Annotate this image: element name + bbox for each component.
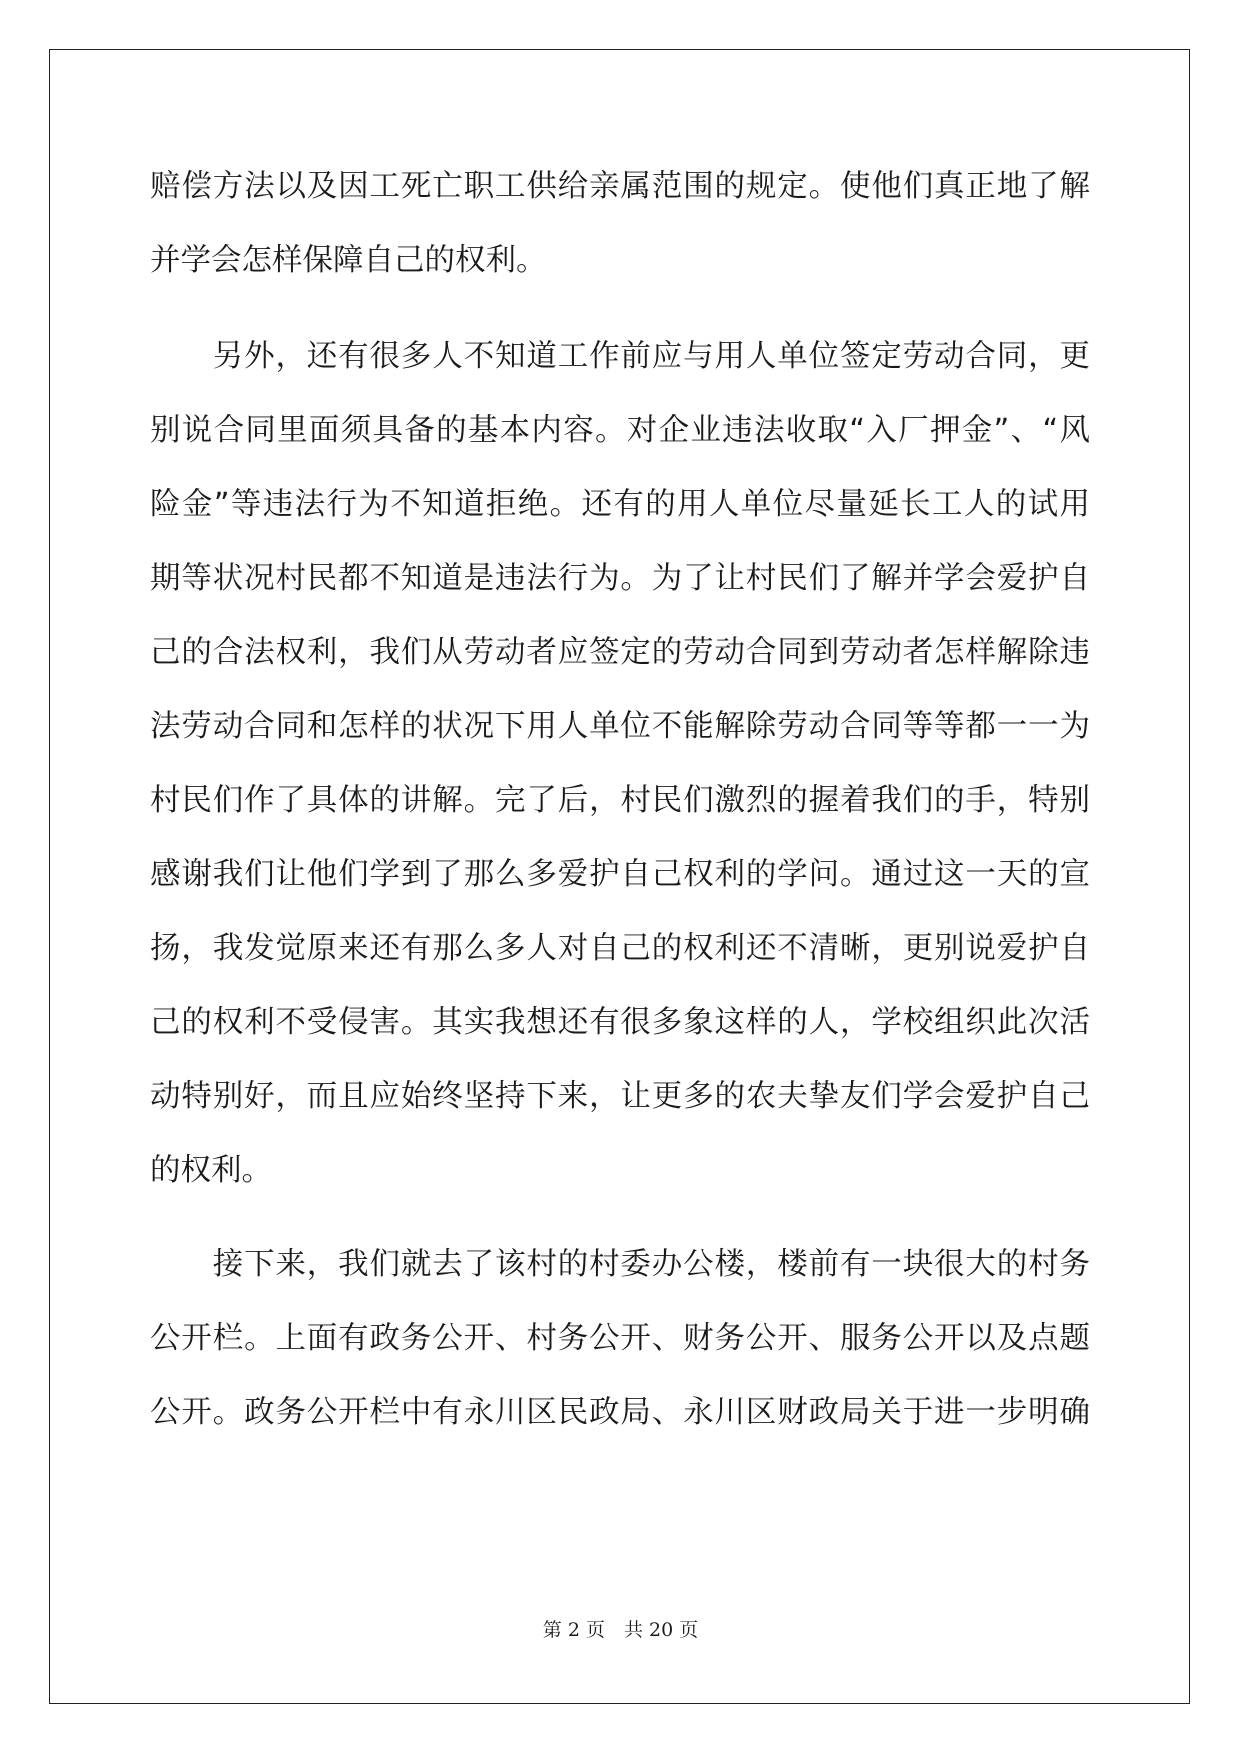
text-line: 己的权利不受侵害。其实我想还有很多象这样的人，学校组织此次活 — [150, 1005, 1090, 1040]
text-line: 法劳动合同和怎样的状况下用人单位不能解除劳动合同等等都一一为 — [150, 709, 1090, 744]
text-line: 期等状况村民都不知道是违法行为。为了让村民们了解并学会爱护自 — [150, 561, 1090, 596]
text-line: 公开。政务公开栏中有永川区民政局、永川区财政局关于进一步明确 — [150, 1395, 1090, 1430]
text-line: 村民们作了具体的讲解。完了后，村民们激烈的握着我们的手，特别 — [150, 783, 1090, 818]
text-line: 并学会怎样保障自己的权利。 — [150, 243, 547, 278]
text-line: 别说合同里面须具备的基本内容。对企业违法收取“入厂押金”、“风 — [150, 413, 1090, 448]
text-line: 另外，还有很多人不知道工作前应与用人单位签定劳动合同，更 — [150, 339, 1090, 374]
text-line: 公开栏。上面有政务公开、村务公开、财务公开、服务公开以及点题 — [150, 1321, 1090, 1356]
page-number-footer: 第 2 页 共 20 页 — [542, 1619, 699, 1641]
text-line: 赔偿方法以及因工死亡职工供给亲属范围的规定。使他们真正地了解 — [150, 169, 1090, 204]
text-line: 接下来，我们就去了该村的村委办公楼，楼前有一块很大的村务 — [150, 1247, 1090, 1282]
text-line: 扬，我发觉原来还有那么多人对自己的权利还不清晰，更别说爱护自 — [150, 931, 1090, 966]
text-line: 感谢我们让他们学到了那么多爱护自己权利的学问。通过这一天的宣 — [150, 857, 1090, 892]
text-line: 险金”等违法行为不知道拒绝。还有的用人单位尽量延长工人的试用 — [150, 487, 1090, 522]
text-line: 的权利。 — [150, 1153, 272, 1188]
text-line: 动特别好，而且应始终坚持下来，让更多的农夫挚友们学会爱护自己 — [150, 1079, 1090, 1114]
text-line: 己的合法权利，我们从劳动者应签定的劳动合同到劳动者怎样解除违 — [150, 635, 1090, 670]
